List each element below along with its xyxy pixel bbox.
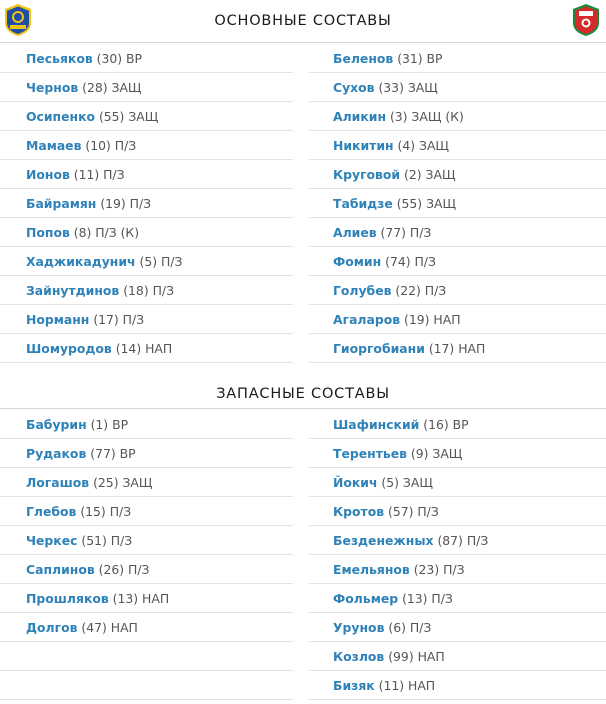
main-lineups-header [0,0,606,44]
player-number-position: (5) П/З [135,254,183,269]
home-main-lineup [0,44,293,363]
player-name-link[interactable]: Никитин [333,138,394,153]
empty-row [0,671,293,700]
player-name-link[interactable]: Мамаев [26,138,82,153]
player-number-position: (17) НАП [424,341,486,356]
player-name-link[interactable]: Голубев [333,283,392,298]
player-row [309,102,606,131]
player-row [0,44,293,73]
player-row [0,189,293,218]
home-reserve-lineup [0,410,293,700]
player-name-link[interactable]: Ионов [26,167,70,182]
reserve-lineups [0,410,606,700]
player-row [309,160,606,189]
player-number-position: (22) П/З [391,283,447,298]
away-reserve-lineup [309,410,606,700]
player-row [0,73,293,102]
player-row [309,44,606,73]
player-row [309,439,606,468]
player-row [309,73,606,102]
player-row [0,160,293,189]
player-name-link[interactable]: Осипенко [26,109,96,124]
player-number-position: (33) ЗАЩ [374,80,438,95]
player-row [309,131,606,160]
player-row [0,305,293,334]
player-name-link[interactable]: Емельянов [333,562,410,577]
empty-row [0,642,293,671]
player-number-position: (13) НАП [108,591,170,606]
player-number-position: (55) ЗАЩ [95,109,159,124]
player-name-link[interactable]: Глебов [26,504,77,519]
player-number-position: (55) ЗАЩ [392,196,457,211]
player-name-link[interactable]: Норманн [26,312,90,327]
player-number-position: (11) НАП [374,678,436,693]
player-row [0,526,293,555]
player-number-position: (9) ЗАЩ [406,446,463,461]
player-number-position: (6) П/З [384,620,432,635]
player-name-link[interactable]: Козлов [333,649,385,664]
player-row [0,497,293,526]
player-row [309,671,606,700]
player-number-position: (2) ЗАЩ [400,167,456,182]
player-number-position: (26) П/З [94,562,150,577]
player-name-link[interactable]: Фомин [333,254,382,269]
player-name-link[interactable]: Круговой [333,167,401,182]
player-row [309,497,606,526]
player-number-position: (77) П/З [376,225,432,240]
player-name-link[interactable]: Кротов [333,504,385,519]
player-row [0,439,293,468]
player-number-position: (10) П/З [81,138,137,153]
player-number-position: (5) ЗАЩ [377,475,433,490]
player-name-link[interactable]: Попов [26,225,70,240]
player-row [309,526,606,555]
player-name-link[interactable]: Логашов [26,475,90,490]
player-row [309,189,606,218]
player-number-position: (30) ВР [92,51,142,66]
player-name-link[interactable]: Агаларов [333,312,401,327]
player-row [309,247,606,276]
player-row [309,555,606,584]
player-number-position: (74) П/З [381,254,436,269]
player-number-position: (23) П/З [409,562,465,577]
player-number-position: (17) П/З [89,312,145,327]
player-row [309,305,606,334]
player-row [0,410,293,439]
player-row [309,468,606,497]
player-name-link[interactable]: Шомуродов [26,341,112,356]
player-name-link[interactable]: Хаджикадунич [26,254,136,269]
reserve-header-divider [0,408,606,409]
player-row [0,468,293,497]
player-name-link[interactable]: Саплинов [26,562,95,577]
player-name-link[interactable]: Долгов [26,620,78,635]
player-number-position: (87) П/З [433,533,489,548]
player-row [309,276,606,305]
player-name-link[interactable]: Зайнутдинов [26,283,120,298]
player-number-position: (16) ВР [419,417,469,432]
player-name-link[interactable]: Гиоргобиани [333,341,425,356]
player-row [0,555,293,584]
player-name-link[interactable]: Сухов [333,80,375,95]
reserve-lineups-title: ЗАПАСНЫЕ СОСТАВЫ [216,386,390,402]
player-number-position: (4) ЗАЩ [393,138,449,153]
player-number-position: (19) П/З [96,196,152,211]
player-number-position: (3) ЗАЩ (К) [386,109,464,124]
player-row [0,102,293,131]
player-name-link[interactable]: Бабурин [26,417,87,432]
player-name-link[interactable]: Терентьев [333,446,407,461]
player-name-link[interactable]: Йокич [333,475,378,490]
player-number-position: (99) НАП [384,649,445,664]
player-number-position: (77) ВР [86,446,136,461]
player-row [309,613,606,642]
player-number-position: (14) НАП [111,341,173,356]
player-name-link[interactable]: Песьяков [26,51,93,66]
player-number-position: (57) П/З [384,504,439,519]
player-row [0,218,293,247]
player-row [309,334,606,363]
player-name-link[interactable]: Шафинский [333,417,420,432]
player-name-link[interactable]: Байрамян [26,196,97,211]
player-row [0,334,293,363]
player-row [0,276,293,305]
player-number-position: (13) П/З [398,591,453,606]
player-number-position: (1) ВР [86,417,129,432]
main-lineups-title: ОСНОВНЫЕ СОСТАВЫ [214,13,392,29]
player-row [309,642,606,671]
player-name-link[interactable]: Алиев [333,225,377,240]
header-divider [0,42,606,43]
player-name-link[interactable]: Бизяк [333,678,375,693]
fc-ufa-logo [571,3,601,37]
player-name-link[interactable]: Табидзе [333,196,393,211]
player-number-position: (47) НАП [77,620,138,635]
player-row [309,410,606,439]
away-main-lineup [309,44,606,363]
player-number-position: (51) П/З [77,533,133,548]
player-number-position: (11) П/З [69,167,125,182]
player-name-link[interactable]: Фольмер [333,591,399,606]
player-row [309,218,606,247]
player-name-link[interactable]: Рудаков [26,446,87,461]
player-name-link[interactable]: Беленов [333,51,394,66]
player-row [0,584,293,613]
player-number-position: (15) П/З [76,504,132,519]
main-lineups [0,44,606,364]
player-row [0,131,293,160]
player-row [0,247,293,276]
player-row [0,613,293,642]
player-name-link[interactable]: Аликин [333,109,386,124]
player-number-position: (19) НАП [400,312,461,327]
player-number-position: (28) ЗАЩ [78,80,142,95]
reserve-lineups-header [0,364,606,410]
player-name-link[interactable]: Прошляков [26,591,109,606]
player-number-position: (8) П/З (К) [69,225,140,240]
player-name-link[interactable]: Урунов [333,620,385,635]
player-number-position: (25) ЗАЩ [89,475,153,490]
player-name-link[interactable]: Безденежных [333,533,434,548]
player-number-position: (31) ВР [393,51,443,66]
player-number-position: (18) П/З [119,283,175,298]
player-row [309,584,606,613]
player-name-link[interactable]: Черкес [26,533,78,548]
player-name-link[interactable]: Чернов [26,80,79,95]
